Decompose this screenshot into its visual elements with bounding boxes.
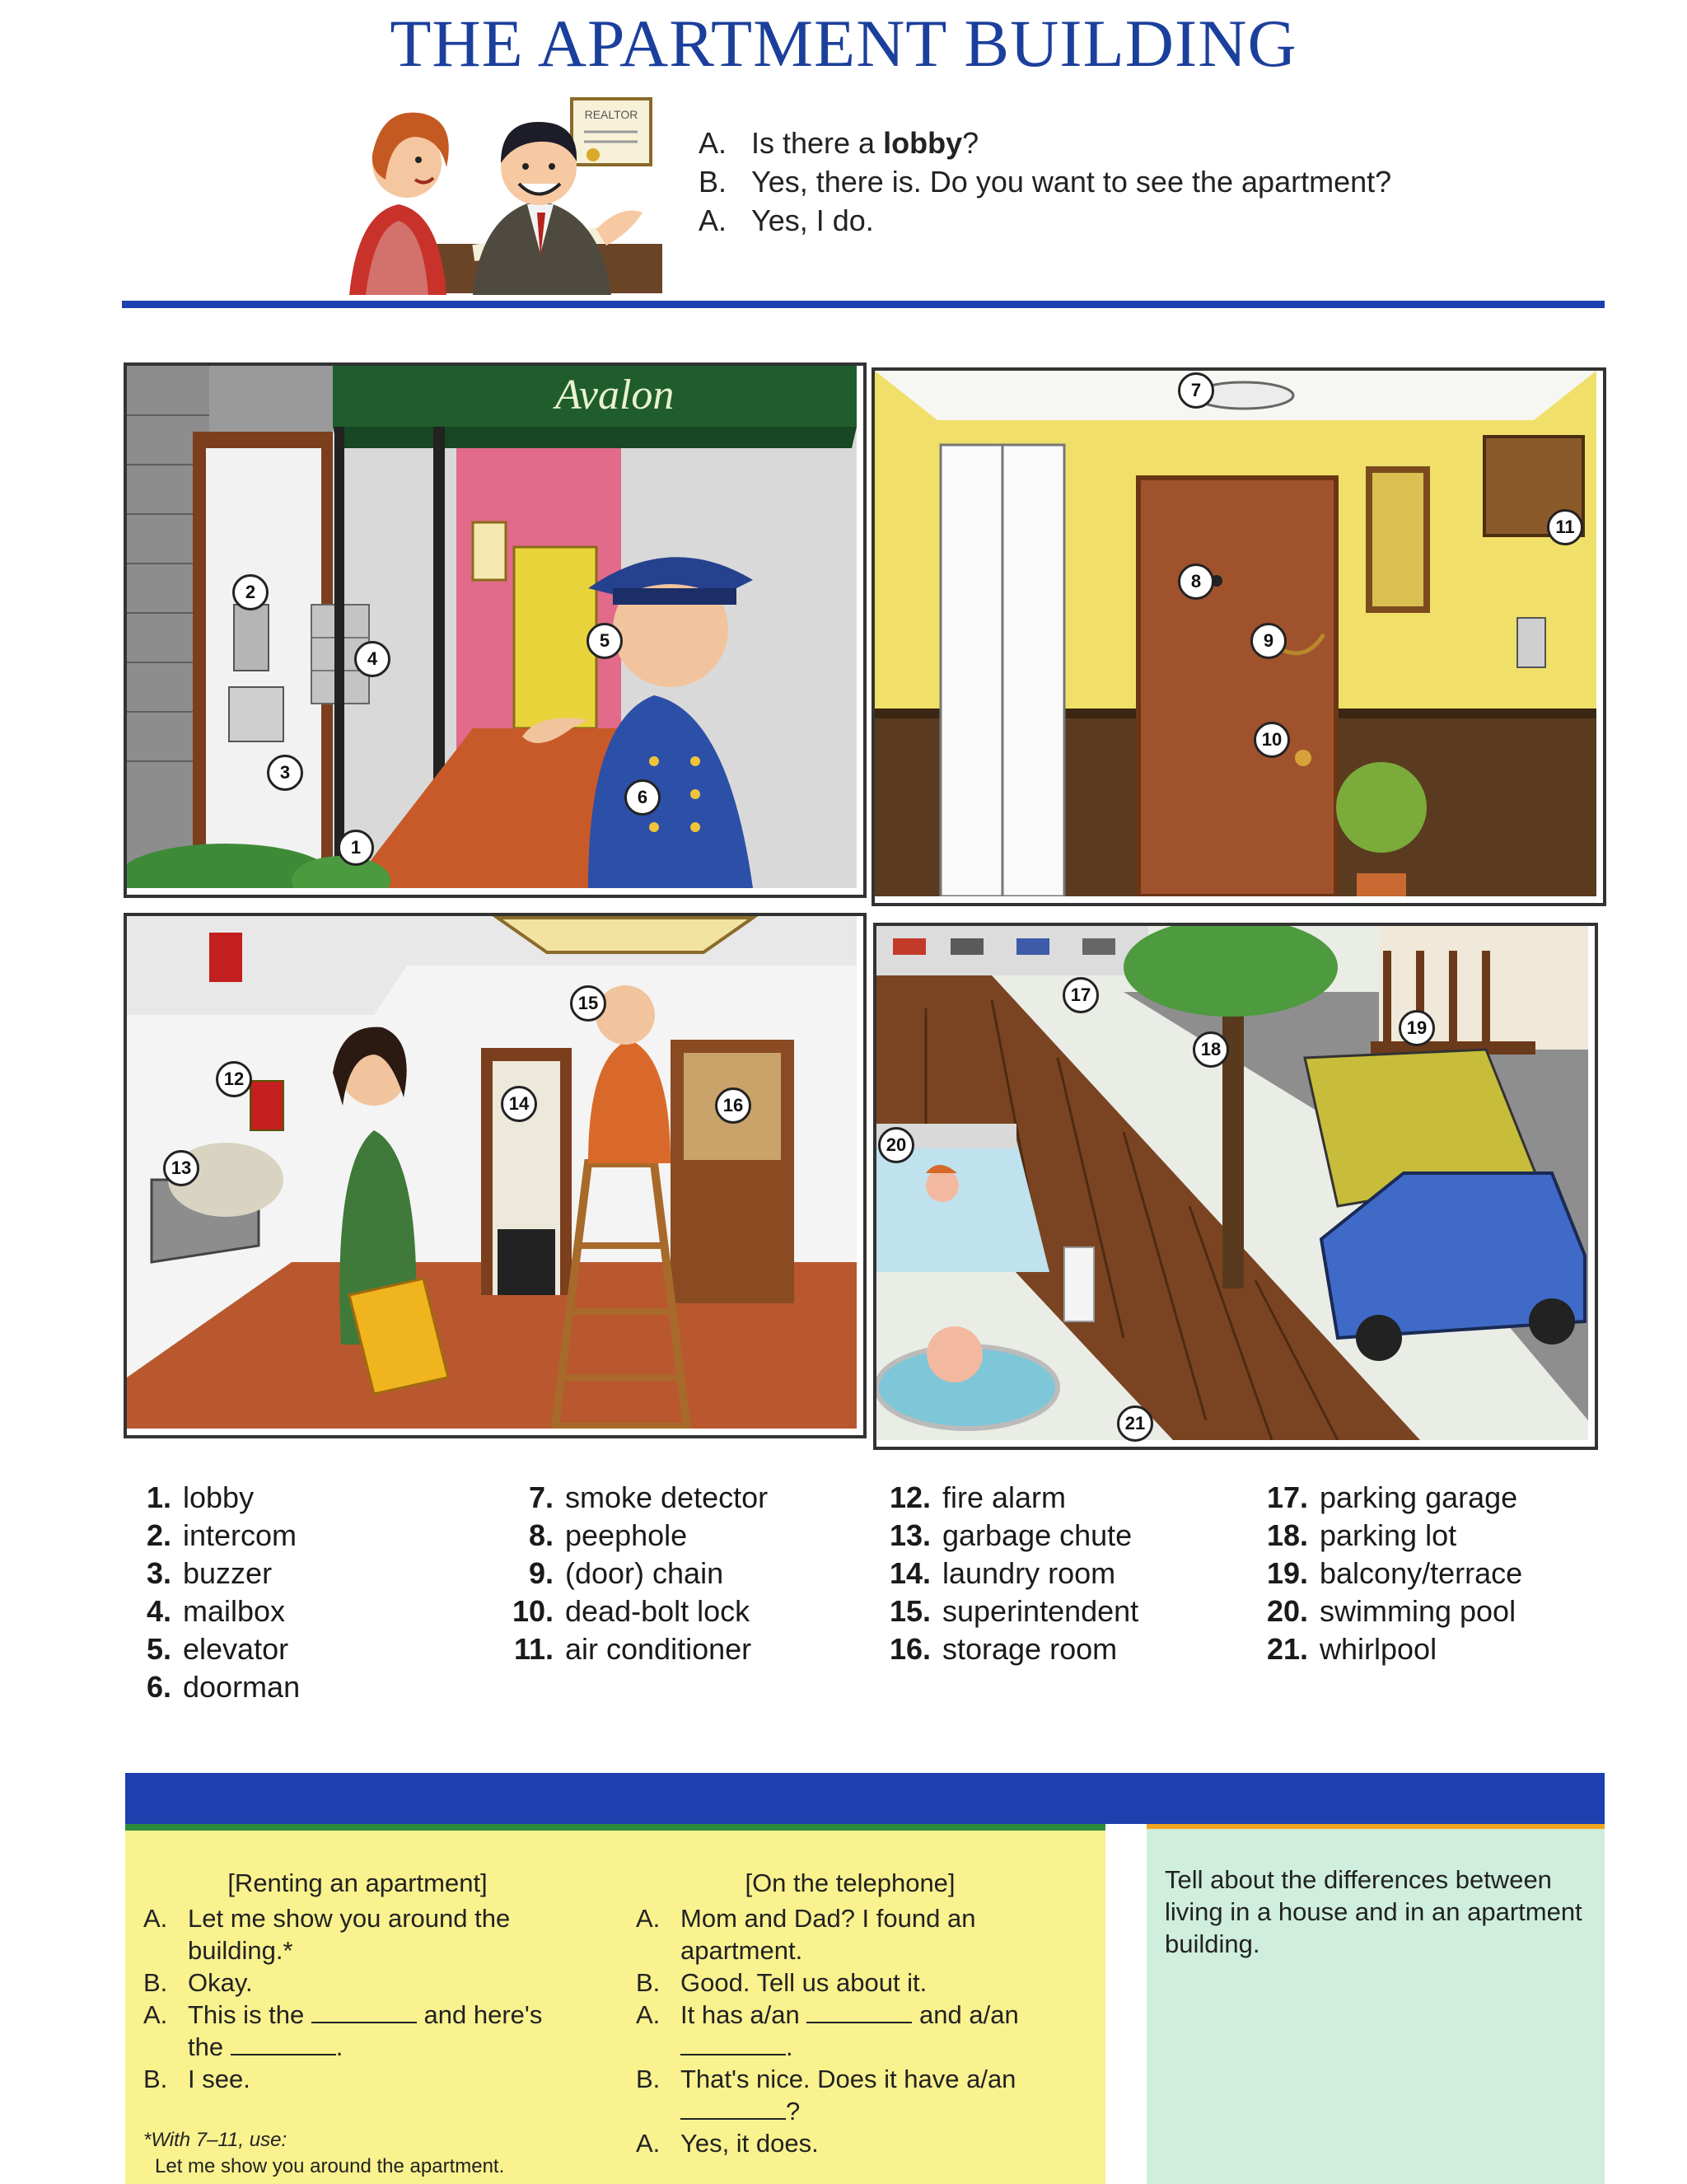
band-accent-green	[125, 1824, 1105, 1831]
fill-in-blank[interactable]	[680, 2095, 786, 2120]
realtor-illustration	[349, 89, 669, 295]
vocab-item: 17. parking garage	[1266, 1480, 1518, 1514]
conversation-line: A. This is the and here's the .	[143, 2000, 543, 2061]
conversation-line: B. Okay.	[143, 1968, 253, 1997]
callout-8: 8	[1178, 564, 1214, 600]
vocab-item: 18. parking lot	[1266, 1518, 1457, 1552]
callout-15: 15	[570, 985, 606, 1022]
fill-in-blank[interactable]	[311, 1999, 417, 2023]
footnote-note: *With 7–11, use:	[143, 2129, 287, 2151]
dialogue-line	[699, 201, 1391, 240]
vocab-item: 5. elevator	[146, 1632, 289, 1666]
vocab-item: 16. storage room	[889, 1632, 1118, 1666]
callout-16: 16	[715, 1087, 751, 1124]
callout-2: 2	[232, 574, 269, 610]
callout-4: 4	[354, 641, 390, 677]
footnote-text: Let me show you around the apartment.	[155, 2155, 505, 2177]
panel-outside	[873, 923, 1598, 1450]
callout-17: 17	[1063, 977, 1099, 1013]
panel-hallway	[872, 367, 1606, 906]
vocab-item: 19. balcony/terrace	[1266, 1556, 1523, 1590]
conversation-line: A. Mom and Dad? I found an apartment.	[636, 1904, 976, 1965]
callout-7: 7	[1178, 372, 1214, 409]
vocab-item: 20. swimming pool	[1266, 1594, 1516, 1628]
conversation-heading: [On the telephone]	[745, 1868, 956, 1897]
callout-13: 13	[163, 1150, 199, 1186]
renting-conversation	[143, 1867, 572, 2095]
callout-20: 20	[878, 1127, 914, 1163]
conversation-line: A. It has a/an and a/an .	[636, 2000, 1019, 2061]
vocab-item: 7. smoke detector	[528, 1480, 769, 1514]
top-rule	[122, 301, 1605, 308]
dialogue	[699, 124, 1391, 240]
vocab-item: 12. fire alarm	[889, 1480, 1067, 1514]
dialogue-line	[699, 124, 1391, 162]
conversation-heading: [Renting an apartment]	[227, 1868, 488, 1897]
conversation-line: A. Let me show you around the building.*	[143, 1904, 511, 1965]
speaker-label: A.	[699, 126, 727, 160]
callout-12: 12	[216, 1061, 252, 1097]
divider	[1105, 1824, 1147, 2184]
fill-in-blank[interactable]	[231, 2031, 336, 2055]
fill-in-blank[interactable]	[680, 2031, 786, 2055]
bottom-band	[125, 1773, 1605, 1824]
discussion-prompt: Tell about the differences between living in a house and in an apartment building.	[1165, 1865, 1582, 1958]
vocab-item: 15. superintendent	[889, 1594, 1139, 1628]
dialogue-line	[699, 162, 1391, 201]
page-title: THE APARTMENT BUILDING	[390, 6, 1297, 81]
vocab-item: 2. intercom	[146, 1518, 297, 1552]
dialogue-text: Yes, there is. Do you want to see the apartment?	[751, 165, 1392, 199]
vocab-item: 9. (door) chain	[528, 1556, 724, 1590]
dialogue-text: Yes, I do.	[751, 203, 874, 237]
vocab-item: 10. dead-bolt lock	[512, 1594, 750, 1628]
callout-3: 3	[267, 755, 303, 791]
conversation-line: A. Yes, it does.	[636, 2129, 819, 2158]
panel-basement	[124, 913, 867, 1438]
conversation-line: B. I see.	[143, 2065, 250, 2093]
vocab-item: 8. peephole	[528, 1518, 688, 1552]
vocab-column	[881, 1479, 1138, 1668]
panel-lobby-entrance	[124, 362, 867, 898]
conversation-line: B. Good. Tell us about it.	[636, 1968, 928, 1997]
vocab-item: 4. mailbox	[146, 1594, 286, 1628]
callout-6: 6	[624, 779, 661, 816]
vocab-column	[1259, 1479, 1522, 1668]
callout-18: 18	[1193, 1031, 1229, 1068]
vocab-column	[124, 1479, 300, 1706]
speaker-label: A.	[699, 203, 727, 237]
vocab-item: 14. laundry room	[889, 1556, 1116, 1590]
fill-in-blank[interactable]	[806, 1999, 912, 2023]
certificate-text: REALTOR	[584, 108, 638, 121]
vocab-item: 11. air conditioner	[513, 1632, 752, 1666]
callout-14: 14	[501, 1086, 537, 1122]
callout-9: 9	[1250, 623, 1287, 659]
target-word: lobby	[883, 126, 963, 160]
vocab-item: 3. buzzer	[146, 1556, 273, 1590]
speaker-label: B.	[699, 165, 727, 199]
callout-11: 11	[1547, 509, 1583, 545]
callout-10: 10	[1254, 722, 1290, 758]
vocab-item: 13. garbage chute	[889, 1518, 1133, 1552]
callout-21: 21	[1117, 1405, 1153, 1442]
vocab-item: 21. whirlpool	[1266, 1632, 1437, 1666]
awning-text: Avalon	[555, 372, 675, 419]
callout-5: 5	[586, 623, 623, 659]
telephone-conversation	[636, 1867, 1064, 2159]
conversation-line: B. That's nice. Does it have a/an ?	[636, 2065, 1016, 2126]
callout-19: 19	[1399, 1010, 1435, 1046]
callout-1: 1	[338, 830, 374, 866]
footnote	[143, 2127, 504, 2180]
vocab-column	[504, 1479, 768, 1668]
vocab-item: 6. doorman	[146, 1670, 301, 1704]
dialogue-text: Is there a lobby?	[751, 126, 979, 160]
vocab-item: 1. lobby	[146, 1480, 255, 1514]
